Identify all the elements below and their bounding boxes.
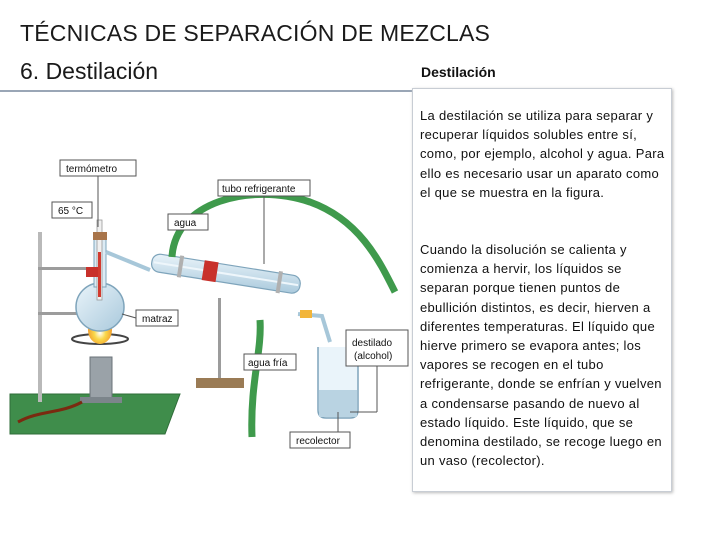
page-subtitle: 6. Destilación xyxy=(20,58,159,84)
label-temperature: 65 °C xyxy=(58,206,84,217)
label-distillate: destilado xyxy=(352,338,393,349)
hose-water-in xyxy=(252,320,260,437)
label-collector: recolector xyxy=(296,436,340,447)
label-condenser: tubo refrigerante xyxy=(222,184,296,195)
label-cold-water: agua fría xyxy=(248,358,288,369)
page-title: TÉCNICAS DE SEPARACIÓN DE MEZCLAS xyxy=(20,20,491,46)
burner xyxy=(90,357,112,402)
label-flask: matraz xyxy=(142,314,173,325)
paragraph-intro: La destilación se utiliza para separar y recuperar líquidos solubles entre sí, como, por ejemplo, alcohol y agua. Para ello es necesario usar un aparato como el que se muestra en la figura. xyxy=(420,108,665,200)
distillation-diagram xyxy=(0,92,412,490)
paragraph-process: Cuando la disolución se calienta y comienza a hervir, los líquidos se separan porque tienen puntos de ebullición distintos, es decir, hierven a diferentes temperaturas. El líquido que hierve primero se evapora antes; los vapores se recogen en el tubo refrigerante, donde se enfrían y vuelven a condensarse pasando de nuevo al estado líquido. Este líquido, que se denomina destilado, se recoge luego en un vaso (recolector). xyxy=(420,242,662,469)
label-distillate-sub: (alcohol) xyxy=(354,351,393,362)
label-water: agua xyxy=(174,218,197,229)
section-label: Destilación xyxy=(421,64,496,80)
stand-rod xyxy=(38,232,42,402)
clamp xyxy=(86,267,98,277)
label-thermometer: termómetro xyxy=(66,164,118,175)
